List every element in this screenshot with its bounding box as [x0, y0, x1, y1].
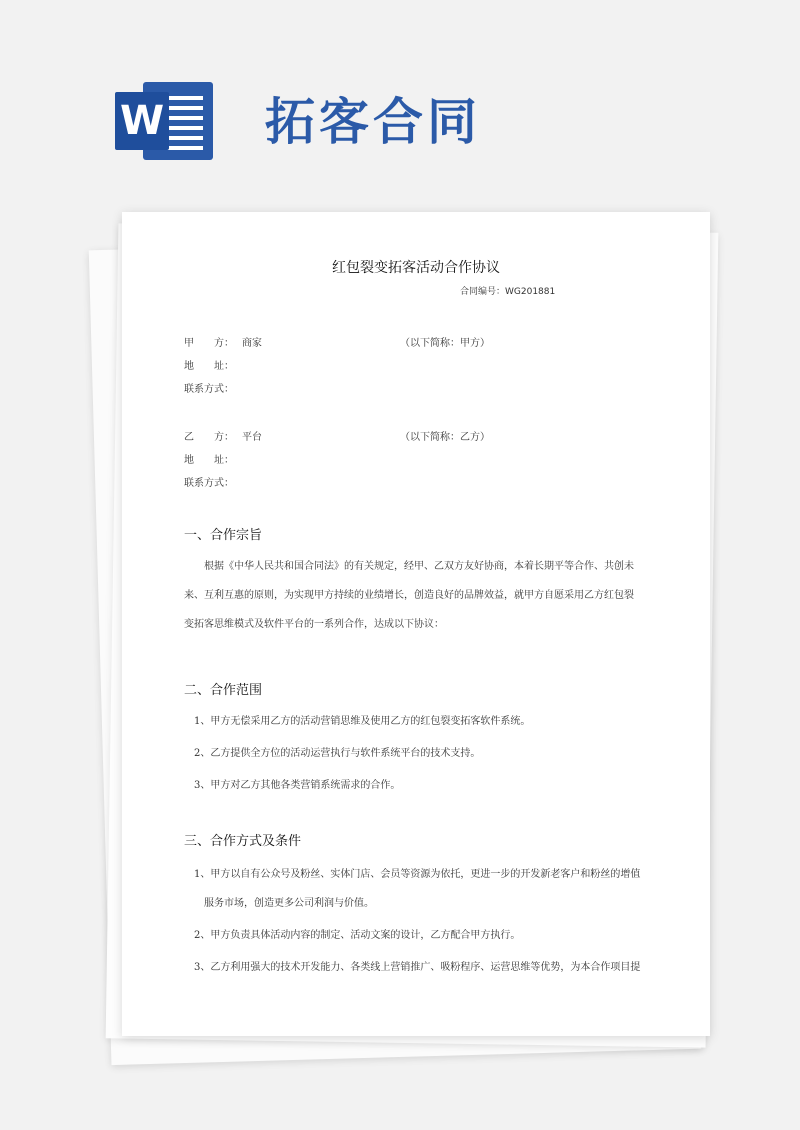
section-1-paragraph — [184, 552, 656, 639]
contract-number: 合同编号：WG201881 — [460, 287, 556, 297]
party-b-label: 乙 方： — [184, 432, 234, 443]
section-3-item: 1、甲方以自有公众号及粉丝、实体门店、会员等资源为依托，更进一步的开发新老客户和粉丝的增值 — [194, 869, 641, 880]
party-a-row — [184, 334, 262, 349]
party-a-name: 商家 — [242, 338, 262, 349]
section-2-title: 二、合作范围 — [184, 683, 263, 698]
party-b-address-label: 地 址： — [184, 455, 234, 466]
section-2-item: 1、甲方无偿采用乙方的活动营销思维及使用乙方的红包裂变拓客软件系统。 — [194, 716, 531, 727]
party-b-address-row — [184, 451, 242, 466]
section-3-title: 三、合作方式及条件 — [184, 834, 302, 849]
section-2-item: 3、甲方对乙方其他各类营销系统需求的合作。 — [194, 780, 401, 791]
party-b-name: 平台 — [242, 432, 262, 443]
party-a-address-label: 地 址： — [184, 361, 234, 372]
party-a-contact-label: 联系方式： — [184, 384, 234, 395]
party-b-row — [184, 428, 262, 443]
section-2-item: 2、乙方提供全方位的活动运营执行与软件系统平台的技术支持。 — [194, 748, 481, 759]
party-a-note: （以下简称：甲方） — [400, 338, 490, 349]
party-b-contact-label: 联系方式： — [184, 478, 234, 489]
word-letter-icon: W — [115, 92, 169, 150]
section-3-item: 3、乙方利用强大的技术开发能力、各类线上营销推广、吸粉程序、运营思维等优势，为本合作项目提 — [194, 962, 641, 973]
party-a-address-row — [184, 357, 242, 372]
party-a-label: 甲 方： — [184, 338, 234, 349]
party-b-note: （以下简称：乙方） — [400, 432, 490, 443]
section-3-item: 2、甲方负责具体活动内容的制定、活动文案的设计，乙方配合甲方执行。 — [194, 930, 521, 941]
section-1-line: 来、互利互惠的原则，为实现甲方持续的业绩增长，创造良好的品牌效益，就甲方自愿采用乙方红包裂 — [184, 590, 634, 601]
party-b-contact-row — [184, 474, 242, 489]
party-a-contact-row — [184, 380, 242, 395]
document-page — [122, 212, 710, 1036]
section-1-line: 变拓客思维模式及软件平台的一系列合作，达成以下协议： — [184, 619, 444, 630]
section-1-title: 一、合作宗旨 — [184, 528, 263, 543]
section-1-line: 根据《中华人民共和国合同法》的有关规定，经甲、乙双方友好协商，本着长期平等合作、共创未 — [204, 561, 634, 572]
banner-title: 拓客合同 — [265, 92, 481, 151]
word-app-icon — [115, 78, 215, 162]
document-title: 红包裂变拓客活动合作协议 — [332, 260, 500, 276]
section-3-item: 服务市场，创造更多公司利润与价值。 — [204, 898, 374, 909]
